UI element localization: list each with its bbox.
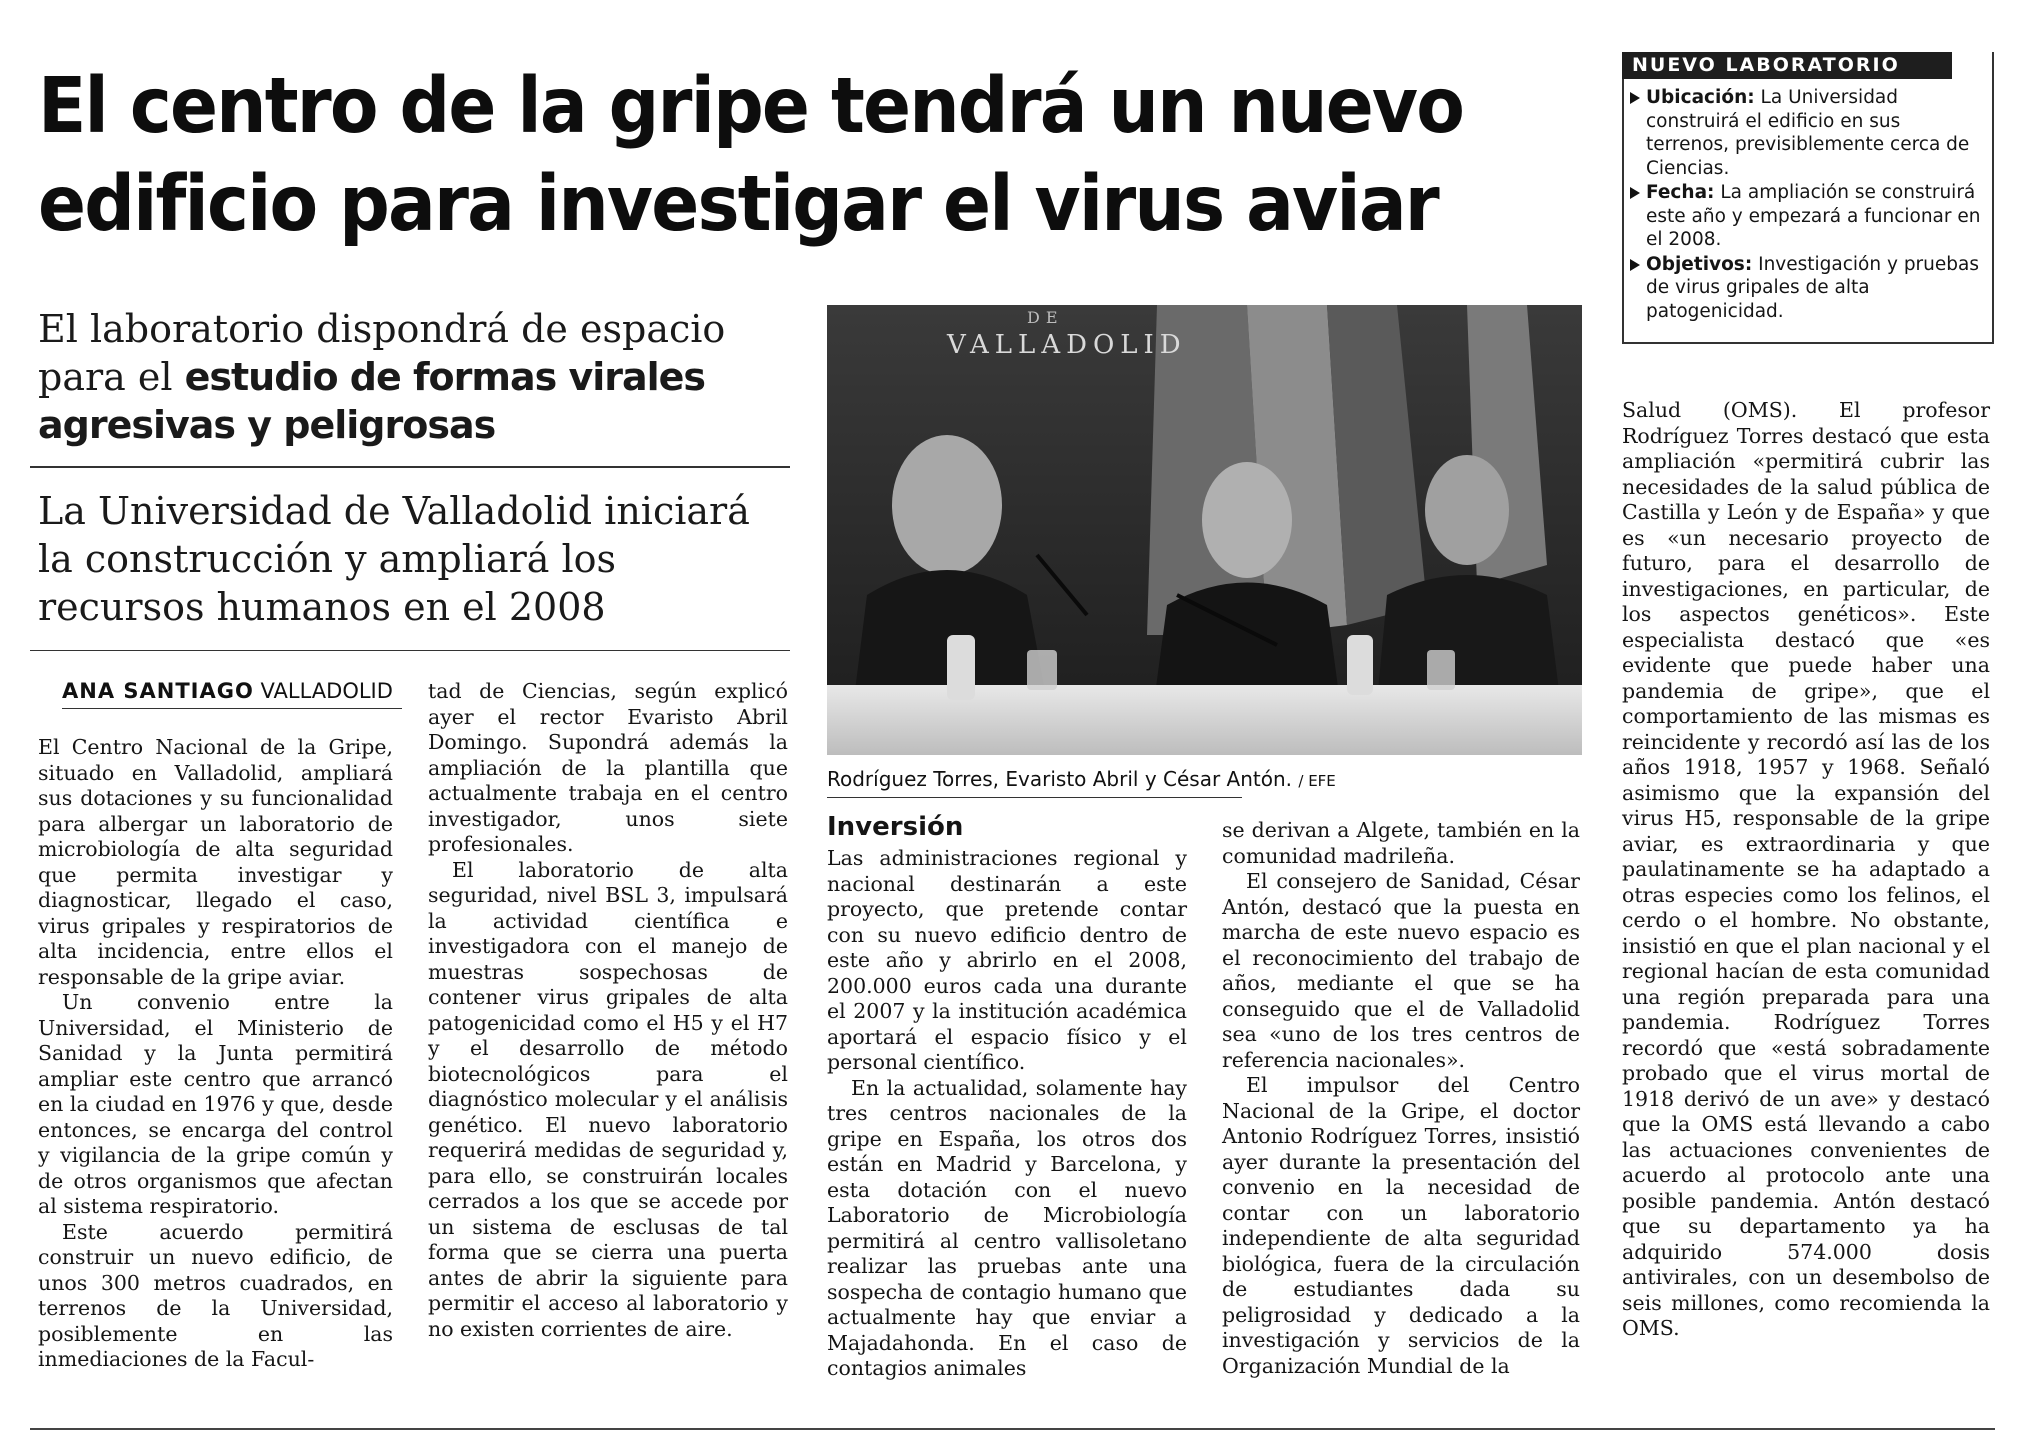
subhead-secondary [38, 487, 838, 631]
sidebar-item-ubicacion [1630, 86, 1985, 180]
crosshead: Inversión [827, 812, 964, 842]
photo-credit: / EFE [1298, 772, 1336, 790]
photo-banner-small: DE [1027, 308, 1064, 327]
subhead2-line: recursos humanos en el 2008 [38, 585, 606, 629]
byline-underline [62, 708, 402, 709]
paragraph: El Centro Nacional de la Gripe, situado en Valladolid, ampliará sus dotaciones y su funcionalidad para albergar un laboratorio de microbiología de alta seguridad que permita investigar y diagnosticar, llegado el caso, virus gripales y respiratorios de alta incidencia, entre ellos el responsable de la gripe aviar. [38, 735, 393, 989]
paragraph: En la actualidad, solamente hay tres centros nacionales de la gripe en España, los otros dos están en Madrid y Barcelona, y esta dotación con el nuevo Laboratorio de Microbiología permitirá al centro vallisoletano realizar las pruebas ante una sospecha de contagio humano que actualmente hay que enviar a Majadahonda. En el caso de contagios animales [827, 1075, 1187, 1380]
news-photo [827, 305, 1582, 755]
triangle-bullet-icon [1630, 187, 1640, 199]
sidebar-item-objetivos [1630, 253, 1985, 324]
byline-divider [30, 650, 790, 651]
sidebar-body [1630, 86, 1985, 324]
paragraph: El laboratorio de alta seguridad, nivel BSL 3, impulsará la actividad científica e investigadora con el manejo de muestras sospechosas de contener virus gripales de alta patogenicidad como el H5 y el H7 y el desarrollo de método biotecnológicos para el diagnóstico molecular y el análisis genético. El nuevo laboratorio requerirá medidas de seguridad y, para ello, se construirán locales cerrados a los que se accede por un sistema de esclusas de tal forma que se cierra una puerta antes de abrir la siguiente para permitir el acceso al laboratorio y no existen corrientes de aire. [428, 857, 788, 1341]
triangle-bullet-icon [1630, 259, 1640, 271]
subhead-line: El laboratorio dispondrá de espacio [38, 307, 726, 351]
article-column-5 [1622, 398, 1990, 1342]
paragraph: Las administraciones regional y nacional destinarán a este proyecto, que pretende contar con su nuevo edificio dentro de este año y abrirlo en el 2008, 200.000 euros cada una durante el 2007 y la institución académica aportará el espacio físico y el personal científico. [827, 846, 1187, 1074]
page-bottom-rule [30, 1428, 1995, 1430]
photo-caption-text: Rodríguez Torres, Evaristo Abril y César Antón. [827, 767, 1293, 791]
photo-banner-text: VALLADOLID [947, 330, 1187, 360]
headline-line-2: edificio para investigar el virus aviar [38, 160, 1438, 249]
photo-illustration [827, 305, 1582, 755]
paragraph: Un convenio entre la Universidad, el Ministerio de Sanidad y la Junta permitirá ampliar este centro que arrancó en la ciudad en 1976 y que, desde entonces, se encarga del control y vigilancia de la gripe común y de otros organismos que afectan al sistema respiratorio. [38, 990, 393, 1218]
subhead-bold: estudio de formas virales [184, 355, 706, 399]
sidebar-item-fecha [1630, 181, 1985, 252]
article-column-1 [38, 735, 393, 1373]
sidebar-item-text: La Universidad construirá el edificio en sus terrenos, previsiblemente cerca de Ciencias. [1646, 87, 1970, 179]
sidebar-item-text: Investigación y pruebas de virus gripales de alta patogenicidad. [1646, 253, 1979, 322]
paragraph: Este acuerdo permitirá construir un nuevo edificio, de unos 300 metros cuadrados, en terrenos de la Universidad, posiblemente en las inmediaciones de la Facul- [38, 1219, 393, 1371]
headline [38, 58, 1473, 254]
paragraph: El impulsor del Centro Nacional de la Gripe, el doctor Antonio Rodríguez Torres, insistió ayer durante la presentación del convenio en la necesidad de contar con un laboratorio independiente de alta seguridad biológica, fuera de la circulación de estudiantes dada su peligrosidad y dedicado a la investigación y servicios de la Organización Mundial de la [1222, 1073, 1580, 1378]
subhead-divider [30, 466, 790, 468]
article-column-2 [428, 679, 788, 1342]
headline-line-1: El centro de la gripe tendrá un nuevo [38, 62, 1464, 151]
subhead2-line: La Universidad de Valladolid iniciará [38, 489, 750, 533]
paragraph: se derivan a Algete, también en la comunidad madrileña. [1222, 818, 1580, 868]
article-column-3 [827, 810, 1187, 1382]
subhead-primary [38, 305, 838, 449]
subhead-line: para el [38, 355, 185, 399]
photo-caption [827, 767, 1336, 791]
byline-place: VALLADOLID [260, 679, 393, 703]
sidebar-item-label: Ubicación: [1646, 87, 1755, 108]
sidebar-item-label: Fecha: [1646, 182, 1715, 203]
byline-author: ANA SANTIAGO [62, 679, 254, 703]
paragraph: Salud (OMS). El profesor Rodríguez Torres destacó que esta ampliación «permitirá cubrir las necesidades de la salud pública de Castilla y León y de España» y que es «un necesario proyecto de futuro, para el desarrollo de investigaciones, en particular, de los aspectos genéticos». Este especialista destacó que «es evidente que puede haber una pandemia de gripe», que el comportamiento de las mismas es reincidente y recordó así las de los años 1918, 1957 y 1968. Señaló asimismo que la expansión del virus H5, responsable de la gripe aviar, es extraordinaria y que paulatinamente se ha adaptado a otras especies como los felinos, el cerdo o el hombre. No obstante, insistió en que el plan nacional y el regional hacían de esta comunidad una región preparada para una pandemia. Rodríguez Torres recordó que «está sobradamente probado que el virus mortal de 1918 derivó de un ave» y destacó que la OMS está llevando a cabo las actuaciones convenientes de acuerdo al protocolo ante una posible pandemia. Antón destacó que su departamento ya ha adquirido 574.000 dosis antivirales, con un desembolso de seis millones, como recomienda la OMS. [1622, 398, 1990, 1340]
byline [62, 679, 393, 703]
sidebar-item-text: La ampliación se construirá este año y empezará a funcionar en el 2008. [1646, 182, 1981, 250]
sidebar-title: NUEVO LABORATORIO [1622, 52, 1952, 79]
subhead2-line: la construcción y ampliará los [38, 537, 617, 581]
paragraph: tad de Ciencias, según explicó ayer el rector Evaristo Abril Domingo. Supondrá además la ampliación de la plantilla que actualmente trabaja en el centro investigador, unos siete profesionales. [428, 679, 788, 856]
caption-underline [827, 797, 1242, 798]
triangle-bullet-icon [1630, 92, 1640, 104]
subhead-bold: agresivas y peligrosas [38, 403, 496, 447]
sidebar-item-label: Objetivos: [1646, 253, 1753, 275]
paragraph: El consejero de Sanidad, César Antón, destacó que la puesta en marcha de este nuevo espacio es el reconocimiento del trabajo de años, mediante el que se ha conseguido que el de Valladolid sea «uno de los tres centros de referencia nacionales». [1222, 869, 1580, 1072]
article-column-4 [1222, 818, 1580, 1379]
